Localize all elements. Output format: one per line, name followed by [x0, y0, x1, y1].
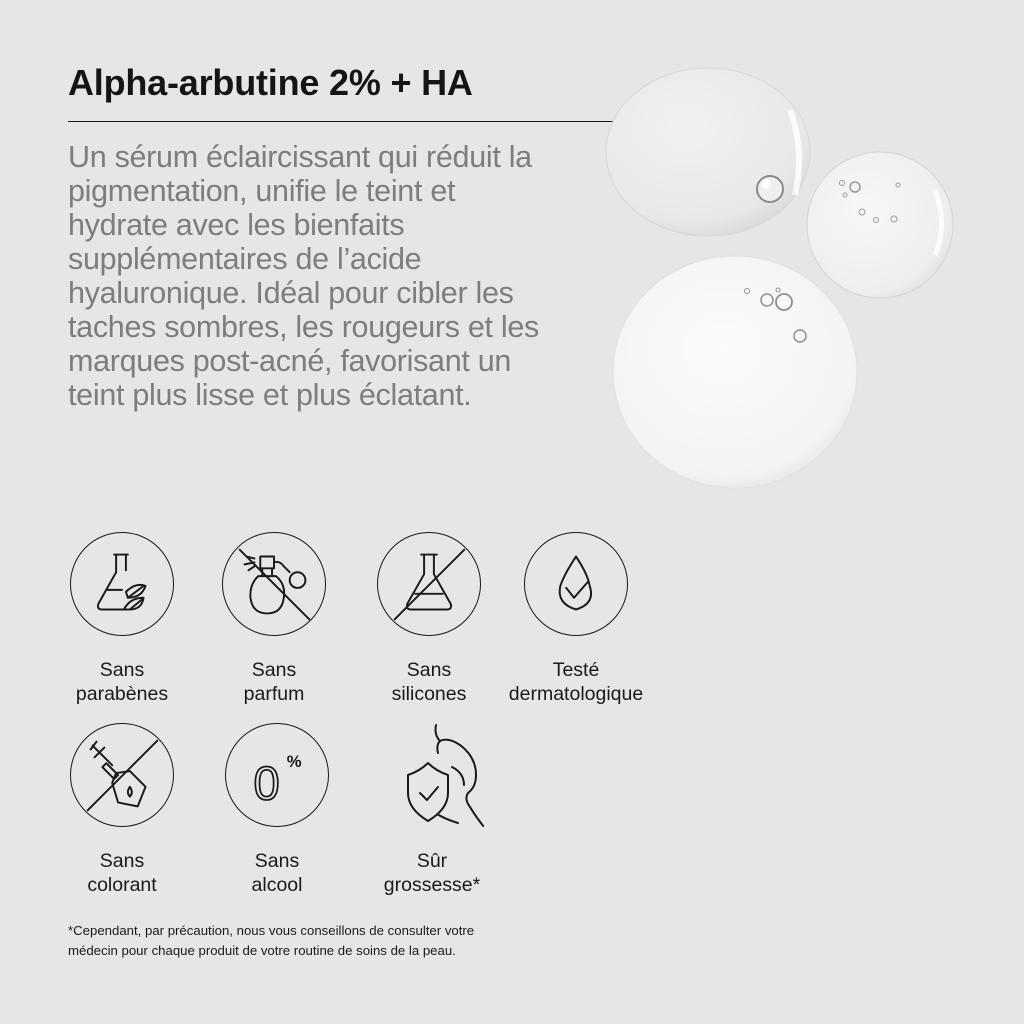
- badge-paraben-free: [37, 532, 207, 706]
- badge-dermatologically-tested: [491, 532, 661, 706]
- pregnancy-safe-icon: [380, 723, 484, 827]
- product-title: Alpha-arbutine 2% + HA: [68, 62, 473, 103]
- percent-sign: %: [286, 752, 302, 772]
- footnote: *Cependant, par précaution, nous vous conseillons de consulter votre médecin pour chaque produit de votre routine de soins de la peau.: [68, 923, 475, 958]
- badge-label: Testé dermatologique: [508, 659, 644, 705]
- product-description: Un sérum éclaircissant qui réduit la pigmentation, unifie le teint et hydrate avec les bienfaits supplémentaires de l’acide hyaluronique. Idéal pour cibler les taches sombres, les rougeurs et les marques post-acné, favorisant un teint plus lisse et plus éclatant.: [68, 140, 539, 412]
- badge-fragrance-free: [189, 532, 359, 706]
- fragrance-free-icon: [222, 532, 326, 636]
- badge-label: Sans silicones: [391, 659, 467, 705]
- zero-percent-glyph: 0: [253, 756, 280, 810]
- badge-label: Sans parfum: [243, 659, 305, 705]
- badge-colorant-free: [37, 723, 207, 897]
- dermatologically-tested-icon: [524, 532, 628, 636]
- badge-alcohol-free: [192, 723, 362, 897]
- paraben-free-icon: [70, 532, 174, 636]
- alcohol-free-icon: [225, 723, 329, 827]
- badge-pregnancy-safe: [347, 723, 517, 897]
- badge-silicone-free: [344, 532, 514, 706]
- badge-label: Sûr grossesse*: [383, 850, 481, 896]
- colorant-free-icon: [70, 723, 174, 827]
- badge-label: Sans parabènes: [75, 659, 169, 705]
- badge-label: Sans colorant: [87, 850, 157, 896]
- silicone-free-icon: [377, 532, 481, 636]
- badge-label: Sans alcool: [251, 850, 303, 896]
